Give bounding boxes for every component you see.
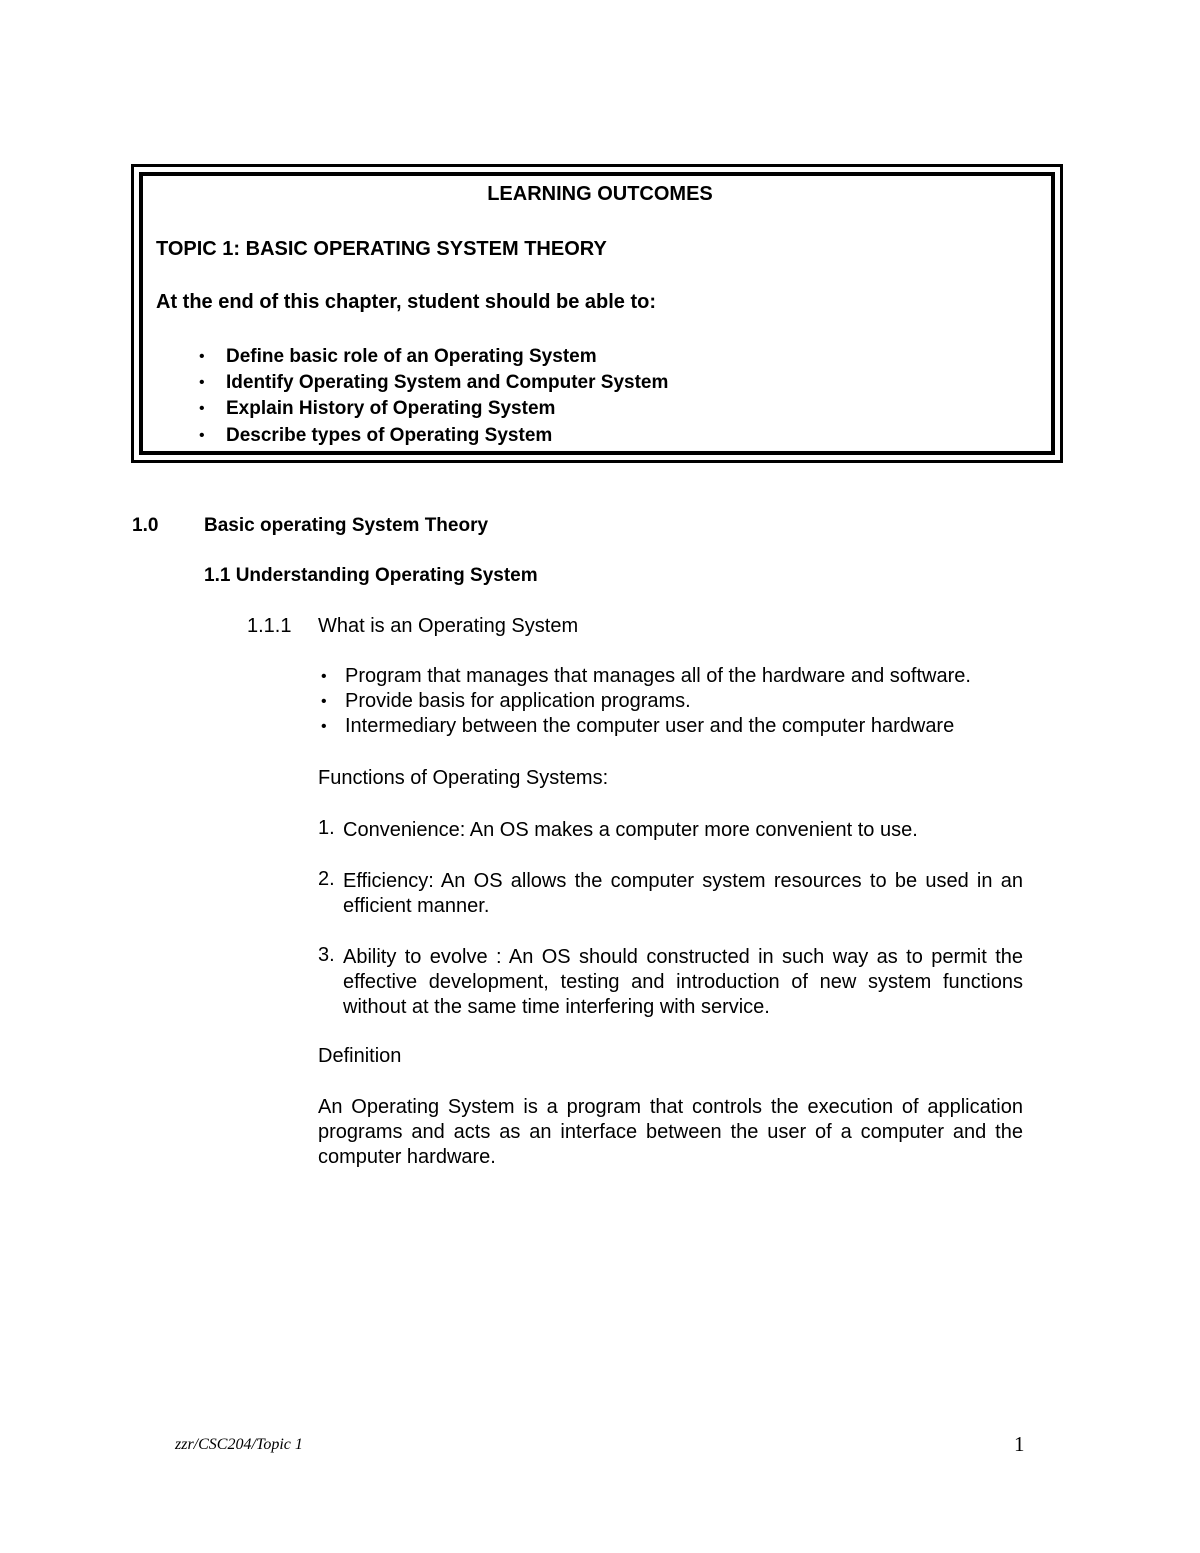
function-text: Convenience: An OS makes a computer more convenient to use. <box>343 819 918 841</box>
function-number: 3. <box>318 944 335 966</box>
learning-outcomes-heading: LEARNING OUTCOMES <box>487 183 713 205</box>
function-text: Ability to evolve : An OS should constructed in such way as to permit the effective development, testing and introduction of new system functions without at the same time interfering with service. <box>343 946 1023 1018</box>
section-number: 1.0 <box>132 515 159 536</box>
bullet-icon: • <box>321 668 327 685</box>
bullet-icon: • <box>199 400 205 417</box>
list-item-text: Program that manages that manages all of the hardware and software. <box>345 665 971 687</box>
list-item-text: Intermediary between the computer user and the computer hardware <box>345 715 955 737</box>
subsection-title: 1.1 Understanding Operating System <box>204 565 538 586</box>
bullet-icon: • <box>321 718 327 735</box>
subsubsection-title: What is an Operating System <box>318 615 579 637</box>
page-number: 1 <box>1014 1432 1025 1456</box>
bullet-icon: • <box>199 374 205 391</box>
function-number: 2. <box>318 868 335 890</box>
function-text: Efficiency: An OS allows the computer system resources to be used in an efficient manner. <box>343 870 1023 917</box>
learning-outcomes-intro: At the end of this chapter, student should be able to: <box>156 291 657 313</box>
bullet-icon: • <box>199 348 205 365</box>
learning-outcome-text: Define basic role of an Operating System <box>226 346 597 367</box>
subsubsection-number: 1.1.1 <box>247 615 292 637</box>
topic-title: TOPIC 1: BASIC OPERATING SYSTEM THEORY <box>156 238 607 260</box>
learning-outcome-text: Identify Operating System and Computer System <box>226 372 669 393</box>
learning-outcome-text: Explain History of Operating System <box>226 398 556 419</box>
section-title: Basic operating System Theory <box>204 515 489 536</box>
definition-heading: Definition <box>318 1045 402 1067</box>
definition-text: An Operating System is a program that controls the execution of application programs and acts as an interface between the user of a computer and the computer hardware. <box>318 1096 1023 1168</box>
bullet-icon: • <box>321 693 327 710</box>
bullet-icon: • <box>199 427 205 444</box>
function-number: 1. <box>318 817 335 839</box>
footer-course-code: zzr/CSC204/Topic 1 <box>175 1436 303 1453</box>
learning-outcome-text: Describe types of Operating System <box>226 425 553 446</box>
list-item-text: Provide basis for application programs. <box>345 690 691 712</box>
functions-heading: Functions of Operating Systems: <box>318 767 609 789</box>
